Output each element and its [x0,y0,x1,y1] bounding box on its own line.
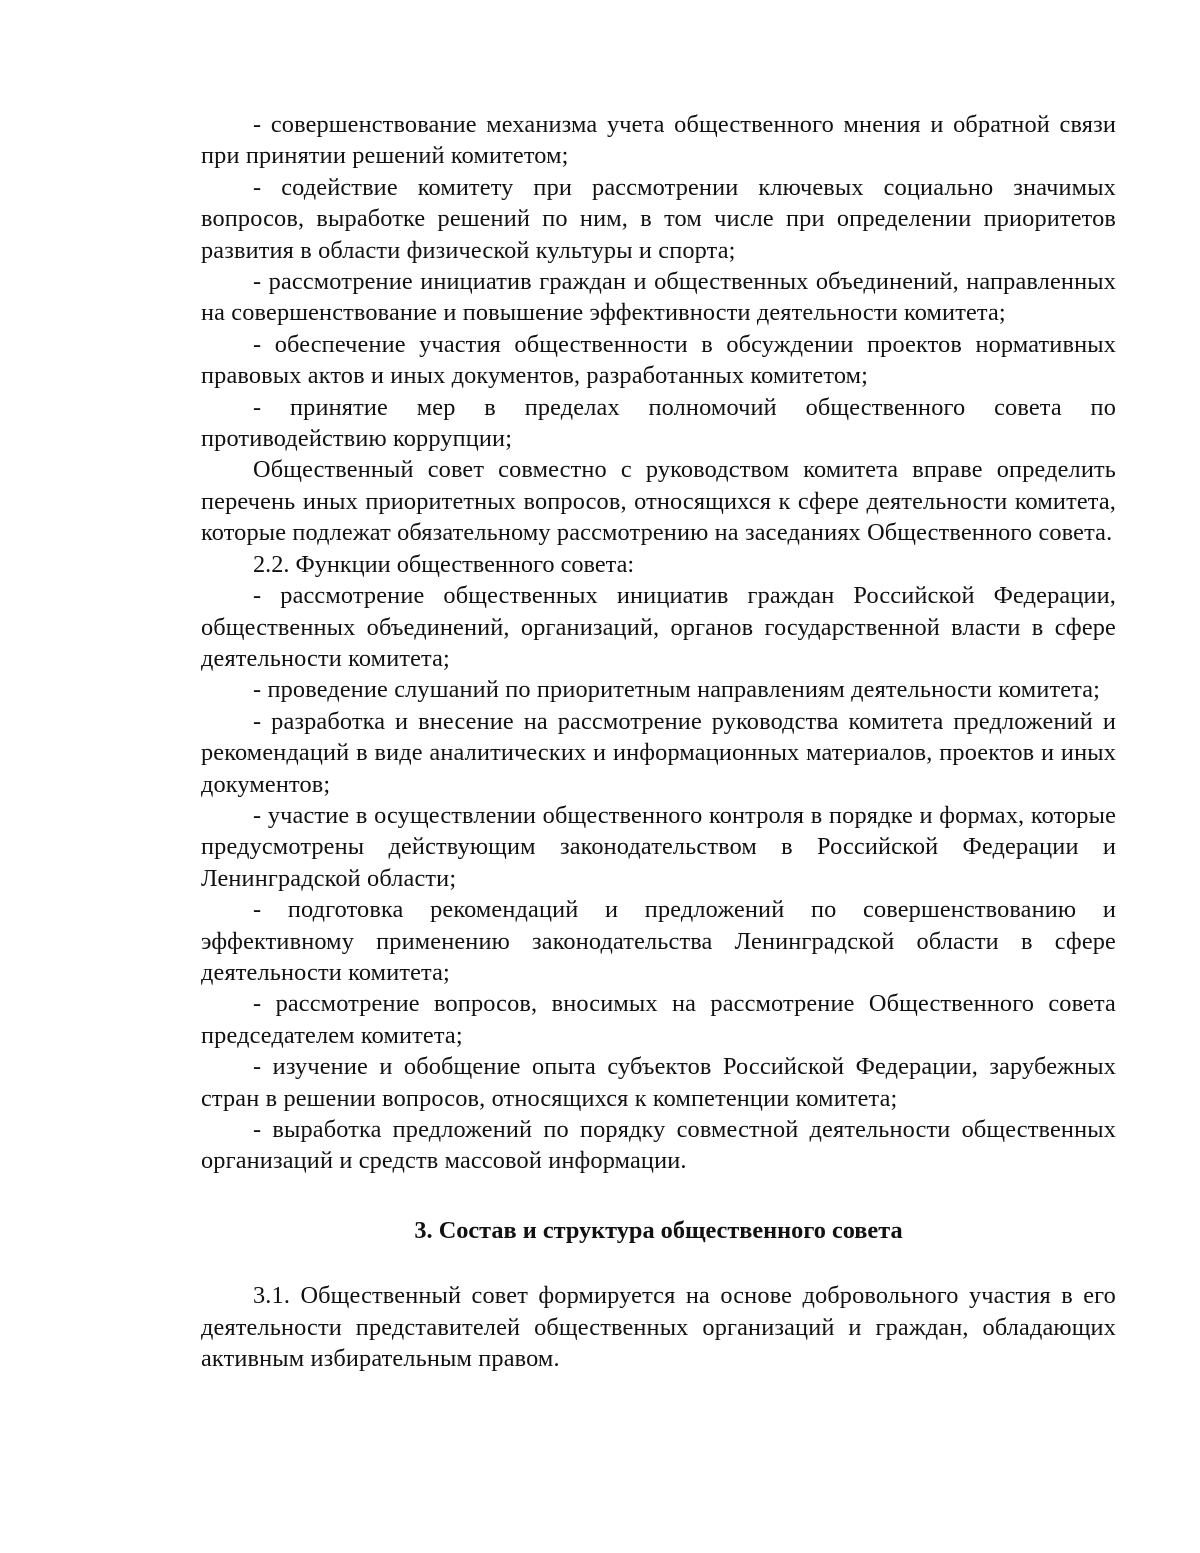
function-item-hearings: - проведение слушаний по приоритетным направлениям деятельности комитета; [253,676,1101,704]
paragraph-feedback-mechanism: - совершенствование механизма учета общественного мнения и обратной связи при принятии решений комитетом; [201,111,1116,170]
paragraph-anti-corruption: - принятие мер в пределах полномочий общественного совета по противодействию коррупции; [201,393,1116,453]
function-item-media-cooperation: - выработка предложений по порядку совместной деятельности общественных организаций и средств массовой информации. [201,1116,1116,1175]
document-body [201,109,1116,1374]
paragraph-committee-assistance: - содействие комитету при рассмотрении ключевых социально значимых вопросов, выработке решений по ним, в том числе при определении приоритетов развития в области физической культуры и спорта; [201,173,1116,264]
function-item-experience-study: - изучение и обобщение опыта субъектов Российской Федерации, зарубежных стран в решении вопросов, относящихся к компетенции комитета; [201,1053,1116,1112]
function-item-chairman-issues: - рассмотрение вопросов, вносимых на рассмотрение Общественного совета председателем комитета; [201,990,1116,1049]
paragraph-priority-issues: Общественный совет совместно с руководством комитета вправе определить перечень иных приоритетных вопросов, относящихся к сфере деятельности комитета, которые подлежат обязательному рассмотрению на заседаниях Общественного совета. [201,456,1116,547]
function-item-public-control: - участие в осуществлении общественного контроля в порядке и формах, которые предусмотрены действующим законодательством в Российской Федерации и Ленинградской области; [201,801,1116,892]
functions-title: 2.2. Функции общественного совета: [253,550,635,578]
paragraph-public-participation: - обеспечение участия общественности в обсуждении проектов нормативных правовых актов и иных документов, разработанных комитетом; [201,330,1116,390]
paragraph-initiatives-review: - рассмотрение инициатив граждан и общественных объединений, направленных на совершенствование и повышение эффективности деятельности комитета; [201,268,1116,327]
paragraph-council-formation: 3.1. Общественный совет формируется на основе добровольного участия в его деятельности представителей общественных организаций и граждан, обладающих активным избирательным правом. [201,1282,1116,1373]
section-heading-composition: 3. Состав и структура общественного совета [414,1216,903,1244]
function-item-initiatives: - рассмотрение общественных инициатив граждан Российской Федерации, общественных объединений, организаций, органов государственной власти в сфере деятельности комитета; [201,582,1116,672]
function-item-proposals: - разработка и внесение на рассмотрение руководства комитета предложений и рекомендаций в виде аналитических и информационных материалов, проектов и иных документов; [201,707,1116,798]
function-item-legislation: - подготовка рекомендаций и предложений по совершенствованию и эффективному применению законодательства Ленинградской области в сфере деятельности комитета; [201,896,1116,986]
